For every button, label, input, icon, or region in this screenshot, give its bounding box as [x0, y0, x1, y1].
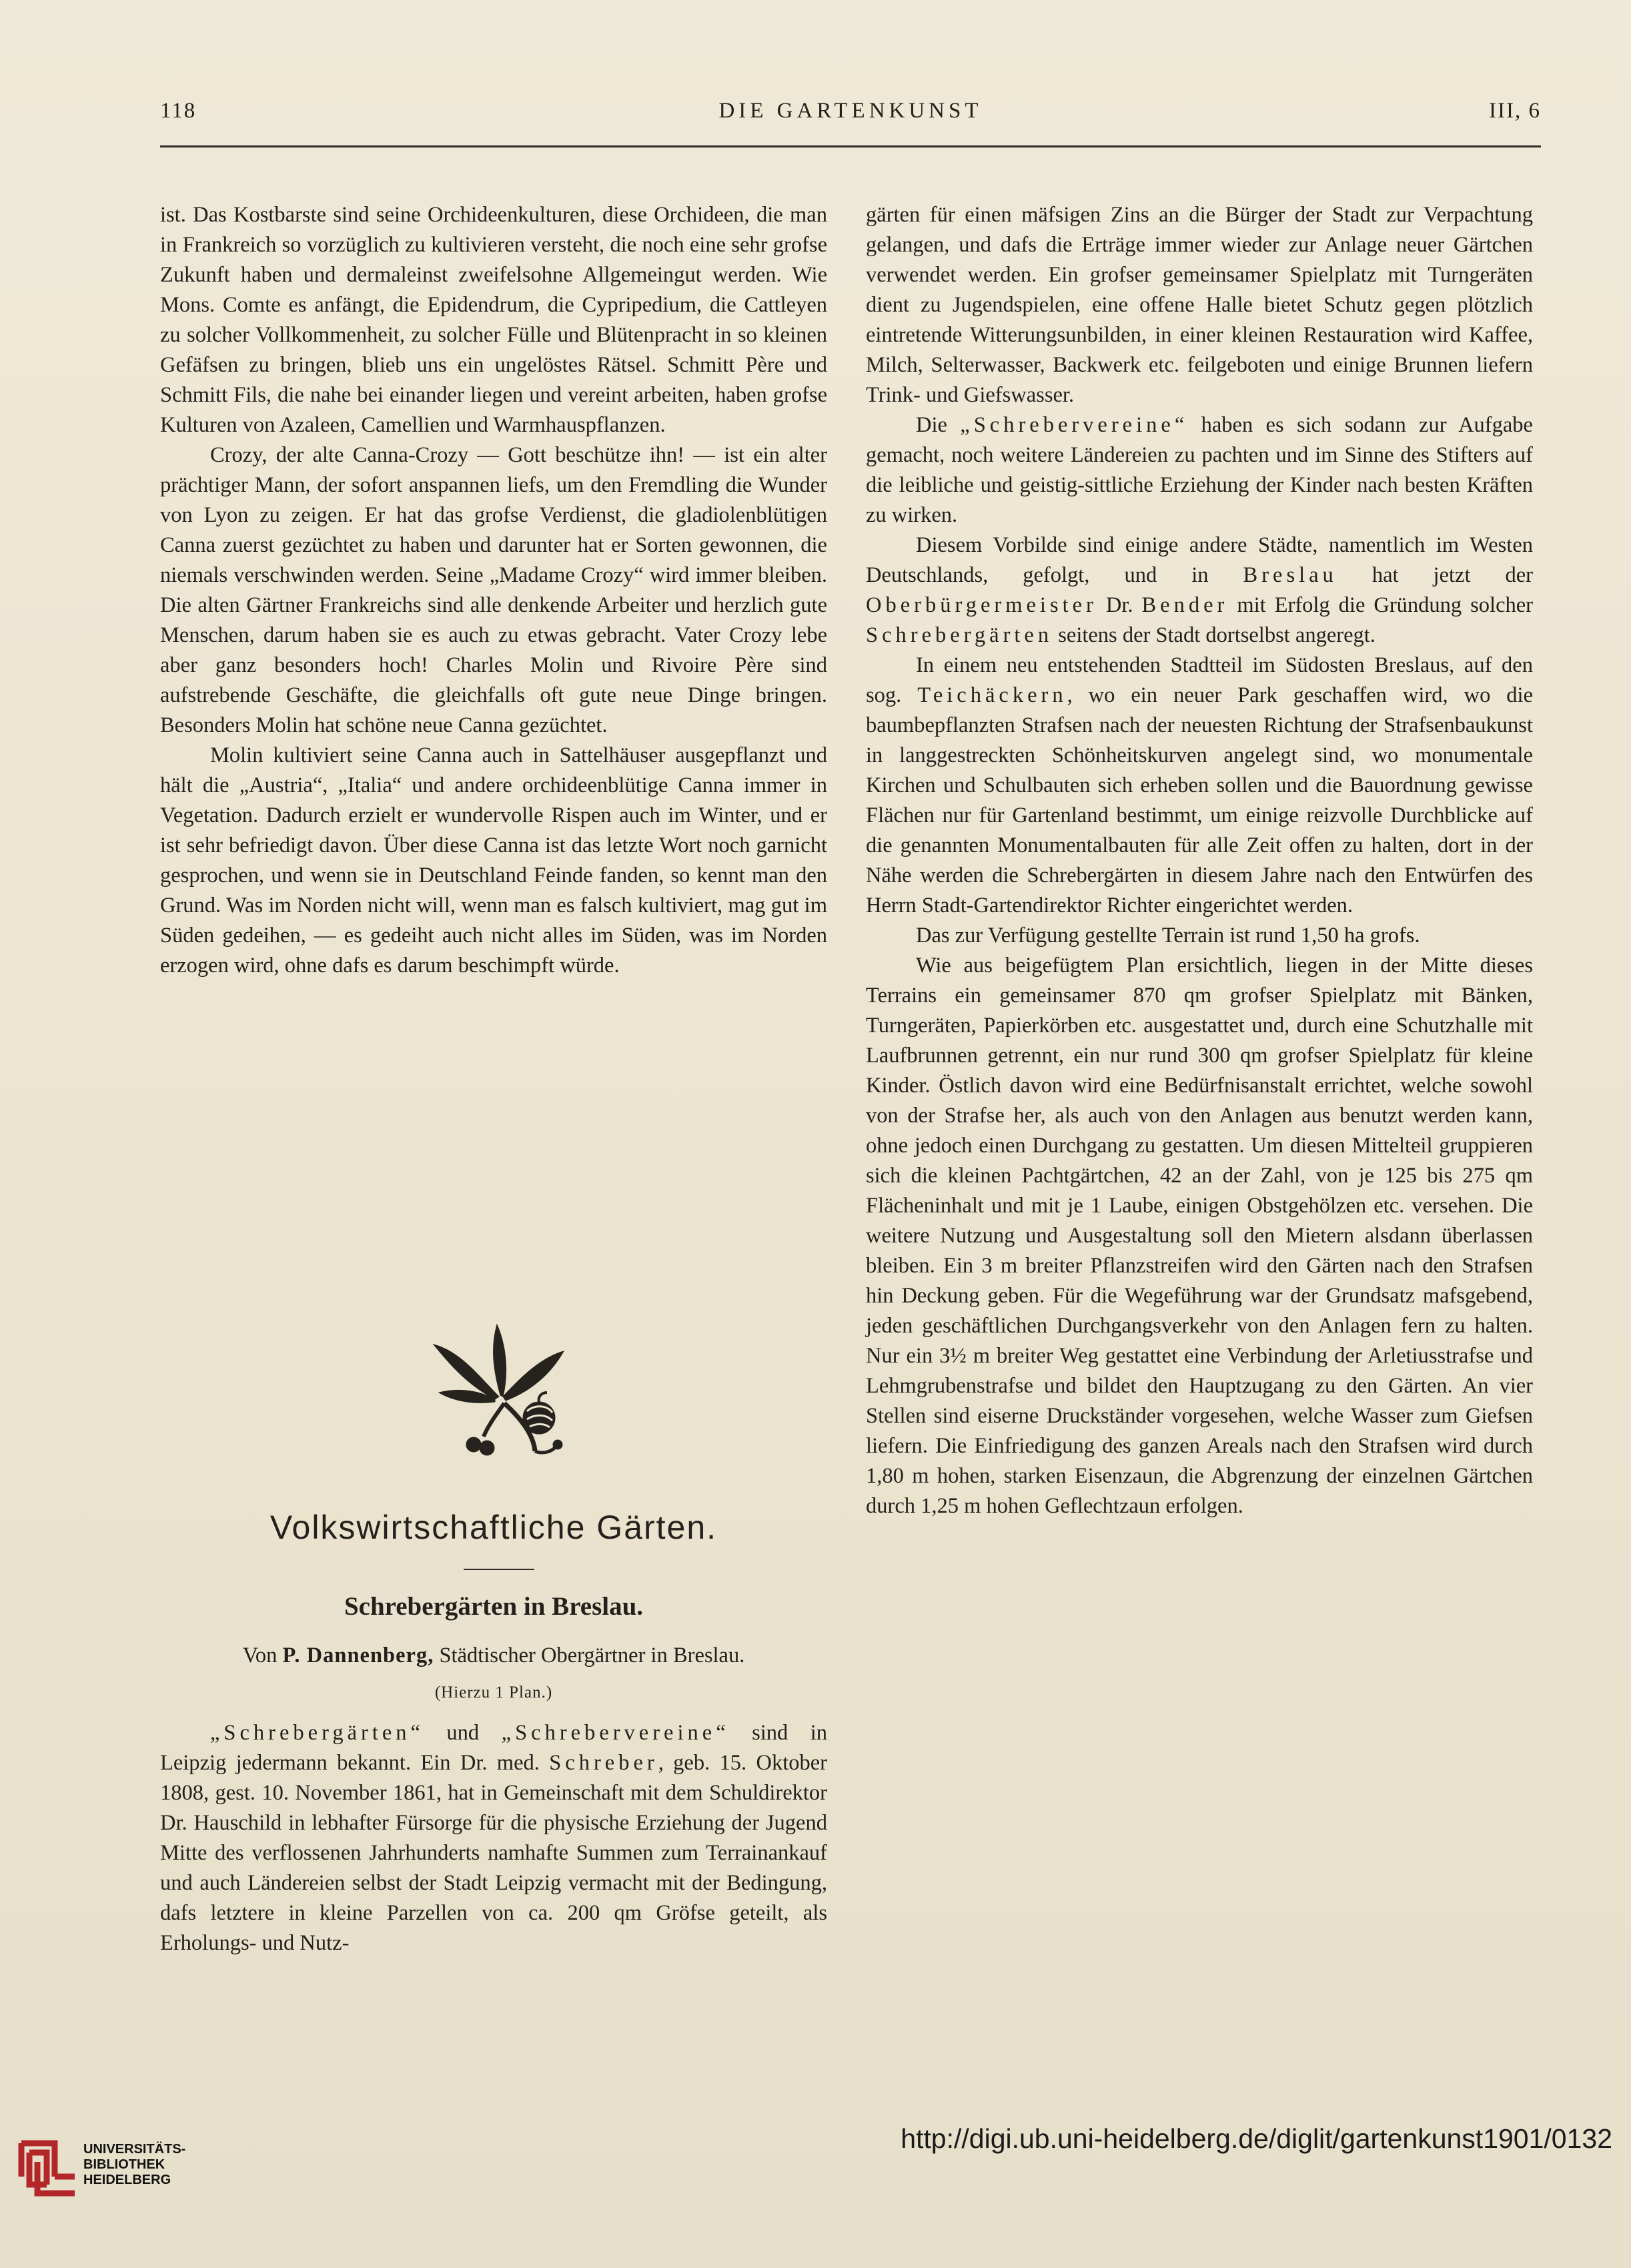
library-name	[83, 2142, 185, 2188]
text-run: Die	[916, 413, 961, 437]
text-run: sind in Leipzig jedermann bekannt. Ein Dr. med.	[160, 1721, 827, 1775]
left-paragraph-3: Molin kultiviert seine Canna auch in Sattelhäuser ausgepflanzt und hält die „Austria“, „Italia“ und andere orchideenblütige Canna immer in Vegetation. Dadurch erzielt er wundervolle Rispen auch im Winter, und er ist sehr befriedigt davon. Über diese Canna ist das letzte Wort noch garnicht gesprochen, und wenn sie in Deutschland Feinde fanden, so kennt man den Grund. Was im Norden nicht will, wenn man es falsch kultiviert, mag gut im Süden gedeihen, — es gedeiht auch nicht alles im Süden, was im Norden erzogen wird, ohne dafs es darum beschimpft würde.	[160, 743, 827, 978]
text-run: , wo ein neuer Park geschaffen wird, wo die baumbepflanzten Strafsen nach der neuesten Richtung der Strafsenbaukunst in langgestreckten Schönheitskurven angelegt sind, wo monumentale Kirchen und Schulbauten sich erheben sollen und die Bauordnung gewisse Flächen nur für Gartenland bestimmt, um einige reizvolle Durchblicke auf die genannten Monumentalbauten für alle Zeit offen zu halten, dort in der Nähe werden die Schrebergärten in diesem Jahre nach den Entwürfen des Herrn Stadt-Gartendirektor Richter eingerichtet werden.	[866, 683, 1534, 917]
text-run: seitens der Stadt dortselbst angeregt.	[1053, 623, 1376, 647]
section-divider	[464, 1569, 534, 1570]
library-name-line-1: UNIVERSITÄTS-	[83, 2142, 186, 2157]
text-run: haben es sich sodann zur Aufgabe gemacht, noch weitere Ländereien zu pachten und im Sinne des Stifters auf die leibliche und geistig-sittliche Erziehung der Kinder nach besten Kräften zu wirken.	[866, 413, 1533, 527]
term-schrebervereine: „Schrebervereine“	[960, 413, 1189, 437]
author-role: Städtischer Obergärtner in Breslau.	[439, 1643, 745, 1667]
term-schrebervereine: „Schrebervereine“	[501, 1721, 730, 1745]
author-name: P. Dannenberg,	[282, 1643, 434, 1667]
place-breslau: Breslau	[1243, 563, 1337, 587]
text-run: mit Erfolg die Gründung solcher	[1228, 593, 1534, 617]
left-paragraph-2: Crozy, der alte Canna-Crozy — Gott beschütze ihn! — ist ein alter prächtiger Mann, der sofort anspannen liefs, um den Fremdling die Wunder von Lyon zu zeigen. Er hat das grofse Verdienst, die gladiolenblütigen Canna zuerst gezüchtet zu haben und darunter hat er Sorten gewonnen, die niemals verschwinden werden. Seine „Madame Crozy“ wird immer bleiben. Die alten Gärtner Frankreichs sind alle denkende Arbeiter und herzlich gute Menschen, darum haben sie es auch zu etwas gebracht. Vater Crozy lebe aber ganz besonders hoch! Charles Molin und Rivoire Père sind aufstrebende Geschäfte, die gleichfalls oft gute neue Dinge bringen. Besonders Molin hat schöne neue Canna gezüchtet.	[160, 443, 827, 737]
name-bender: Bender	[1141, 593, 1229, 617]
left-column	[160, 200, 827, 981]
title-oberbuergermeister: Oberbürgermeister	[866, 593, 1097, 617]
right-column	[866, 200, 1533, 1521]
library-name-line-2: BIBLIOTHEK	[83, 2157, 165, 2172]
header-rule	[160, 145, 1541, 147]
article-byline	[160, 1643, 827, 1668]
right-paragraph-3	[866, 530, 1533, 651]
library-name-line-3: HEIDELBERG	[83, 2173, 171, 2187]
journal-title: DIE GARTENKUNST	[718, 99, 983, 123]
issue-number: III, 6	[1489, 99, 1541, 123]
byline-prefix: Von	[242, 1643, 278, 1667]
article-column-left	[160, 1718, 827, 1958]
term-schrebergaerten: „Schrebergärten“	[210, 1721, 424, 1745]
place-teichaeckern: Teichäckern	[917, 683, 1067, 707]
right-paragraph-2	[866, 410, 1533, 530]
text-run: Diesem Vorbilde sind einige andere Städte, namentlich im Westen Deutschlands, gefolgt, und in	[866, 533, 1533, 587]
floral-ornament-icon	[420, 1318, 580, 1465]
text-run: Dr.	[1097, 593, 1142, 617]
source-url-link[interactable]: http://digi.ub.uni-heidelberg.de/diglit/gartenkunst1901/0132	[901, 2123, 1612, 2154]
section-title: Volkswirtschaftliche Gärten.	[269, 1509, 718, 1546]
text-run: und	[424, 1721, 502, 1745]
page-number: 118	[160, 99, 197, 123]
text-run: hat jetzt der	[1337, 563, 1533, 587]
text-run: , geb. 15. Oktober 1808, gest. 10. November 1861, hat in Gemeinschaft mit dem Schuldirektor Dr. Hauschild in lebhafter Fürsorge für die physische Erziehung der Jugend Mitte des verflossenen Jahrhunderts namhafte Summen zum Terrainankauf und auch Ländereien selbst der Stadt Leipzig vermacht mit der Bedingung, dafs letztere in kleine Parzellen von ca. 200 qm Gröfse geteilt, als Erholungs- und Nutz-	[160, 1751, 827, 1955]
term-schrebergaerten: Schrebergärten	[866, 623, 1053, 647]
name-schreber: Schreber	[549, 1751, 658, 1775]
text-run: In einem neu entstehenden Stadtteil im Südosten Breslaus, auf den sog.	[866, 653, 1533, 707]
right-paragraph-4	[866, 651, 1533, 921]
right-paragraph-5: Das zur Verfügung gestellte Terrain ist rund 1,50 ha grofs.	[916, 923, 1420, 948]
plan-note: (Hierzu 1 Plan.)	[434, 1683, 553, 1702]
right-paragraph-1: gärten für einen mäfsigen Zins an die Bürger der Stadt zur Verpachtung gelangen, und dafs die Erträge immer wieder zur Anlage neuer Gärtchen verwendet werden. Ein grofser gemeinsamer Spielplatz mit Turngeräten dient zu Jugendspielen, eine offene Halle bietet Schutz gegen plötzlich eintretende Witterungsunbilden, in einer kleinen Restauration wird Kaffee, Milch, Selterwasser, Backwerk etc. feilgeboten und einige Brunnen liefern Trink- und Giefswasser.	[866, 203, 1533, 407]
left-paragraph-1: ist. Das Kostbarste sind seine Orchideenkulturen, diese Orchideen, die man in Frankreich so vorzüglich zu kultivieren versteht, die noch eine sehr grofse Zukunft haben und dermaleinst zweifelsohne Allgemeingut werden. Wie Mons. Comte es anfängt, die Epidendrum, die Cypripedium, die Cattleyen zu solcher Vollkommenheit, zu solcher Fülle und Blütenpracht in so kleinen Gefäfsen zu bringen, blieb uns ein ungelöstes Rätsel. Schmitt Père und Schmitt Fils, die nahe bei einander liegen und vereint arbeiten, haben grofse Kulturen von Azaleen, Camellien und Warmhauspflanzen.	[160, 203, 827, 437]
running-header	[160, 99, 1541, 139]
article-paragraph-1	[160, 1718, 827, 1958]
article-title: Schrebergärten in Breslau.	[344, 1592, 644, 1621]
right-paragraph-6: Wie aus beigefügtem Plan ersichtlich, liegen in der Mitte dieses Terrains ein gemeinsamer 870 qm grofser Spielplatz mit Bänken, Turngeräten, Papierkörben etc. ausgestattet und, durch eine Schutzhalle mit Laufbrunnen getrennt, ein nur rund 300 qm grofser Spielplatz für kleine Kinder. Östlich davon wird eine Bedürfnisanstalt errichtet, welche sowohl von der Strafse her, als auch von den Anlagen aus benutzt werden kann, ohne jedoch einen Durchgang zu gestatten. Um diesen Mittelteil gruppieren sich die kleinen Pachtgärtchen, 42 an der Zahl, von je 125 bis 275 qm Flächeninhalt und mit je 1 Laube, einigen Obstgehölzen etc. versehen. Die weitere Nutzung und Ausgestaltung soll den Mietern alsdann überlassen bleiben. Ein 3 m breiter Pflanzstreifen wird den Gärten nach den Strafsen hin Deckung geben. Für die Wegeführung war der Grundsatz mafsgebend, jeden geschäftlichen Durchgangsverkehr von den Anlagen fern zu halten. Nur ein 3½ m breiter Weg gestattet eine Verbindung der Arletiusstrafse und Lehmgrubenstrafse und bildet den Hauptzugang zu den Gärten. An vier Stellen sind eiserne Druckständer vorgesehen, welche Wasser zum Giefsen liefern. Die Einfriedigung des ganzen Areals nach den Strafsen wird durch 1,80 m hohen, starken Eisenzaun, die Abgrenzung der einzelnen Gärtchen durch 1,25 m hohen Geflechtzaun erfolgen.	[866, 954, 1533, 1518]
